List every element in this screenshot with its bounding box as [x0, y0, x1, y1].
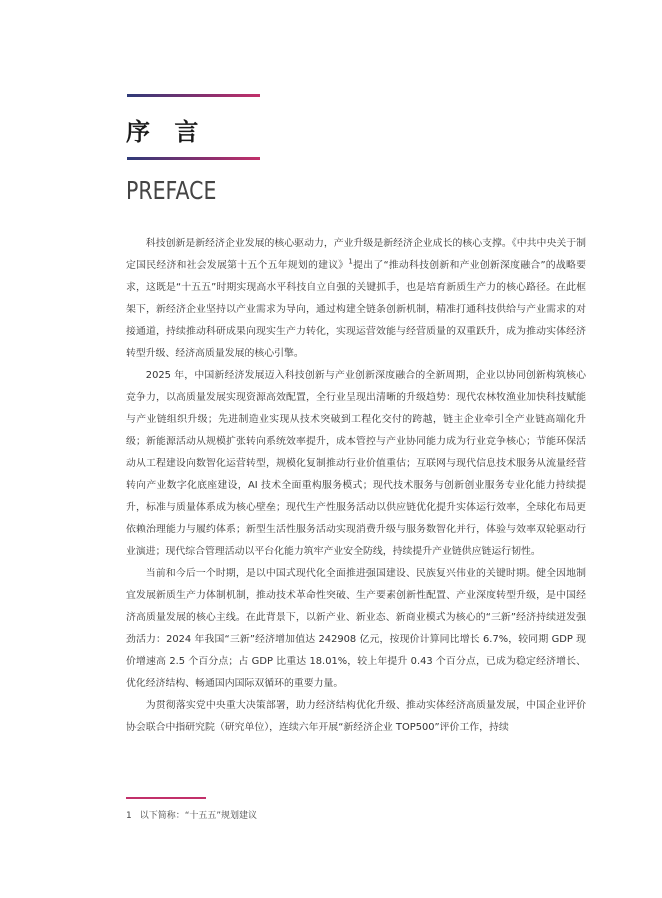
paragraph-1-text-a: 科技创新是新经济企业发展的核心驱动力，产业升级是新经济企业成长的核心支撑。《中共中央关于制定国民经济和社会发展第十五个五年规划的建议》: [126, 238, 586, 271]
footnote-reference: 1: [348, 257, 353, 266]
preface-body: [126, 233, 586, 739]
page-title: 序 言: [126, 118, 207, 146]
footnote-divider: [126, 797, 206, 799]
paragraph-4: 为贯彻落实党中央重大决策部署，助力经济结构优化升级、推动实体经济高质量发展，中国企业评价协会联合中指研究院（研究单位），连续六年开展“新经济企业 TOP500”评价工作，持续: [126, 700, 586, 733]
footnote: [126, 808, 257, 821]
title-bottom-rule: [127, 157, 260, 160]
paragraph-2: 2025 年，中国新经济发展迈入科技创新与产业创新深度融合的全新周期，企业以协同创新构筑核心竞争力，以高质量发展实现资源高效配置，全行业呈现出清晰的升级趋势：现代农林牧渔业加快科技赋能与产业链组织升级；先进制造业实现从技术突破到工程化交付的跨越，链主企业牵引全产业链高端化升级；新能源活动从规模扩张转向系统效率提升，成本管控与产业协同能力成为行业竞争核心；节能环保活动从工程建设向数智化运营转型，规模化复制推动行业价值重估；互联网与现代信息技术服务从流量经营转向产业数字化底座建设，AI 技术全面重构服务模式；现代技术服务与创新创业服务专业化能力持续提升，标准与质量体系成为核心壁垒；现代生产性服务活动以供应链优化提升实体运行效率，全球化布局更依赖治理能力与履约体系；新型生活性服务活动实现消费升级与服务数智化并行，体验与效率双轮驱动行业演进；现代综合管理活动以平台化能力筑牢产业安全防线，持续提升产业链供应链运行韧性。: [126, 370, 586, 557]
paragraph-1-text-b: 提出了“推动科技创新和产业创新深度融合”的战略要求，这既是“十五五”时期实现高水平科技自立自强的关键抓手，也是培育新质生产力的核心路径。在此框架下，新经济企业坚持以产业需求为导向，通过构建全链条创新机制，精准打通科技供给与产业需求的对接通道，持续推动科研成果向现实生产力转化，实现运营效能与经营质量的双重跃升，成为推动实体经济转型升级、经济高质量发展的核心引擎。: [126, 260, 586, 359]
title-top-rule: [127, 94, 260, 97]
page-subtitle-en: PREFACE: [126, 176, 217, 205]
footnote-number: 1: [126, 811, 132, 821]
paragraph-1: [126, 233, 586, 365]
paragraph-3: 当前和今后一个时期，是以中国式现代化全面推进强国建设、民族复兴伟业的关键时期。健全因地制宜发展新质生产力体制机制，推动技术革命性突破、生产要素创新性配置、产业深度转型升级，是中国经济高质量发展的核心主线。在此背景下，以新产业、新业态、新商业模式为核心的“三新”经济持续迸发强劲活力：2024 年我国“三新”经济增加值达 242908 亿元，按现价计算同比增长 6.7%，较同期 GDP 现价增速高 2.5 个百分点；占 GDP 比重达 18.01%，较上年提升 0.43 个百分点，已成为稳定经济增长、优化经济结构、畅通国内国际双循环的重要力量。: [126, 568, 586, 689]
footnote-text: 以下简称：“十五五”规划建议: [139, 811, 258, 821]
